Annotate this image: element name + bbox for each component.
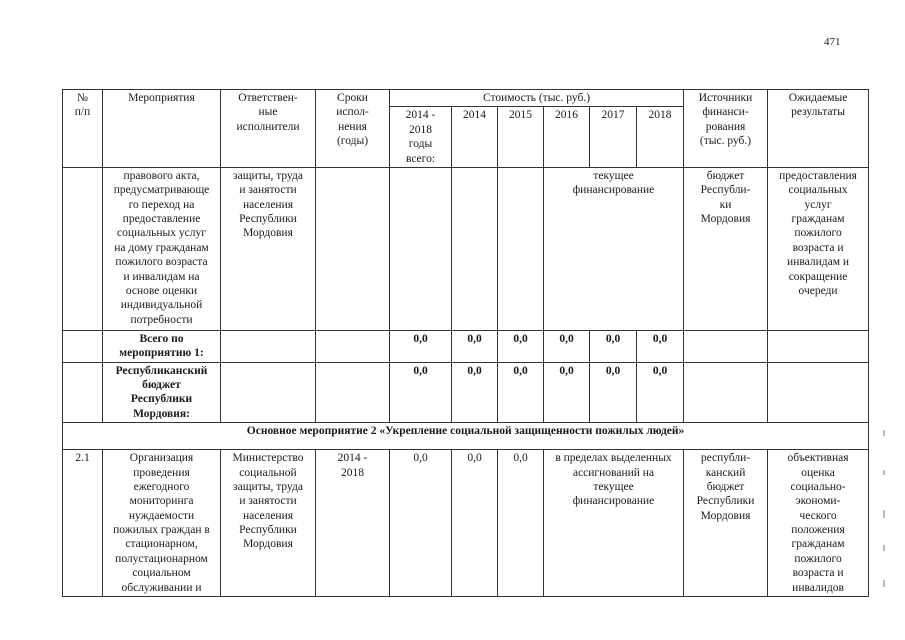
cell-num bbox=[63, 362, 103, 423]
cell-activity: Организация проведения ежегодного мониторинга нуждаемости пожилых граждан в стационарном, полустационарном социальном обслуживании и bbox=[103, 450, 221, 597]
cell-responsible: защиты, труда и занятости населения Республики Мордовия bbox=[221, 167, 316, 330]
cell-value: 0,0 bbox=[637, 362, 684, 423]
cell-responsible bbox=[221, 330, 316, 362]
cell-sources: республи- канский бюджет Республики Мордовия bbox=[684, 450, 768, 597]
cell-2014 bbox=[452, 167, 498, 330]
scan-mark bbox=[883, 580, 885, 587]
cell-terms bbox=[316, 330, 390, 362]
scan-mark bbox=[883, 430, 885, 436]
cell-results: объективная оценка социально- экономи- ческого положения гражданам пожилого возраста и инвалидов bbox=[768, 450, 869, 597]
cell-sources bbox=[684, 330, 768, 362]
cell-value: 0,0 bbox=[452, 450, 498, 597]
header-year-2015: 2015 bbox=[498, 107, 544, 168]
table-row-2-1 bbox=[63, 450, 869, 597]
cell-num: 2.1 bbox=[63, 450, 103, 597]
cell-activity: правового акта, предусматривающе го переход на предоставление социальных услуг на дому гражданам пожилого возраста и инвалидам на основе оценки индивидуальной потребности bbox=[103, 167, 221, 330]
header-num: № п/п bbox=[63, 90, 103, 168]
cell-num bbox=[63, 330, 103, 362]
cell-value: 0,0 bbox=[498, 330, 544, 362]
program-table bbox=[62, 89, 869, 597]
header-cost-group: Стоимость (тыс. руб.) bbox=[390, 90, 684, 107]
cell-terms: 2014 - 2018 bbox=[316, 450, 390, 597]
scan-mark bbox=[883, 545, 885, 551]
cell-responsible: Министерство социальной защиты, труда и занятости населения Республики Мордовия bbox=[221, 450, 316, 597]
header-sources: Источники финанси- рования (тыс. руб.) bbox=[684, 90, 768, 168]
header-activity: Мероприятия bbox=[103, 90, 221, 168]
header-year-2016: 2016 bbox=[544, 107, 590, 168]
cell-total bbox=[390, 167, 452, 330]
table-row-continued bbox=[63, 167, 869, 330]
cell-value: 0,0 bbox=[590, 330, 637, 362]
header-total-years: 2014 - 2018 годы всего: bbox=[390, 107, 452, 168]
cell-results: предоставления социальных услуг гражданам пожилого возраста и инвалидам и сокращение очереди bbox=[768, 167, 869, 330]
header-row bbox=[63, 90, 869, 107]
header-year-2014: 2014 bbox=[452, 107, 498, 168]
cell-total-label: Республиканский бюджет Республики Мордовия: bbox=[103, 362, 221, 423]
cell-value: 0,0 bbox=[390, 450, 452, 597]
scan-mark bbox=[883, 510, 885, 518]
cell-terms bbox=[316, 167, 390, 330]
table-row-total-2 bbox=[63, 362, 869, 423]
cell-value: 0,0 bbox=[452, 330, 498, 362]
header-responsible: Ответствен- ные исполнители bbox=[221, 90, 316, 168]
cell-value: 0,0 bbox=[637, 330, 684, 362]
cell-sources: бюджет Республи- ки Мордовия bbox=[684, 167, 768, 330]
header-results: Ожидаемые результаты bbox=[768, 90, 869, 168]
cell-num bbox=[63, 167, 103, 330]
cell-value: 0,0 bbox=[452, 362, 498, 423]
cell-value: 0,0 bbox=[544, 362, 590, 423]
cell-value: 0,0 bbox=[498, 450, 544, 597]
cell-cost-note: текущее финансирование bbox=[544, 167, 684, 330]
cell-value: 0,0 bbox=[544, 330, 590, 362]
section-heading-row bbox=[63, 423, 869, 450]
cell-terms bbox=[316, 362, 390, 423]
header-year-2018: 2018 bbox=[637, 107, 684, 168]
cell-sources bbox=[684, 362, 768, 423]
cell-cost-note: в пределах выделенных ассигнований на текущее финансирование bbox=[544, 450, 684, 597]
section-title: Основное мероприятие 2 «Укрепление социальной защищенности пожилых людей» bbox=[63, 423, 869, 450]
cell-value: 0,0 bbox=[390, 362, 452, 423]
cell-responsible bbox=[221, 362, 316, 423]
header-year-2017: 2017 bbox=[590, 107, 637, 168]
cell-value: 0,0 bbox=[498, 362, 544, 423]
cell-2015 bbox=[498, 167, 544, 330]
cell-results bbox=[768, 330, 869, 362]
cell-value: 0,0 bbox=[390, 330, 452, 362]
cell-value: 0,0 bbox=[590, 362, 637, 423]
cell-total-label: Всего по мероприятию 1: bbox=[103, 330, 221, 362]
page-number: 471 bbox=[824, 36, 841, 48]
table-row-total-1 bbox=[63, 330, 869, 362]
header-terms: Сроки испол- нения (годы) bbox=[316, 90, 390, 168]
cell-results bbox=[768, 362, 869, 423]
scan-mark bbox=[883, 470, 885, 475]
